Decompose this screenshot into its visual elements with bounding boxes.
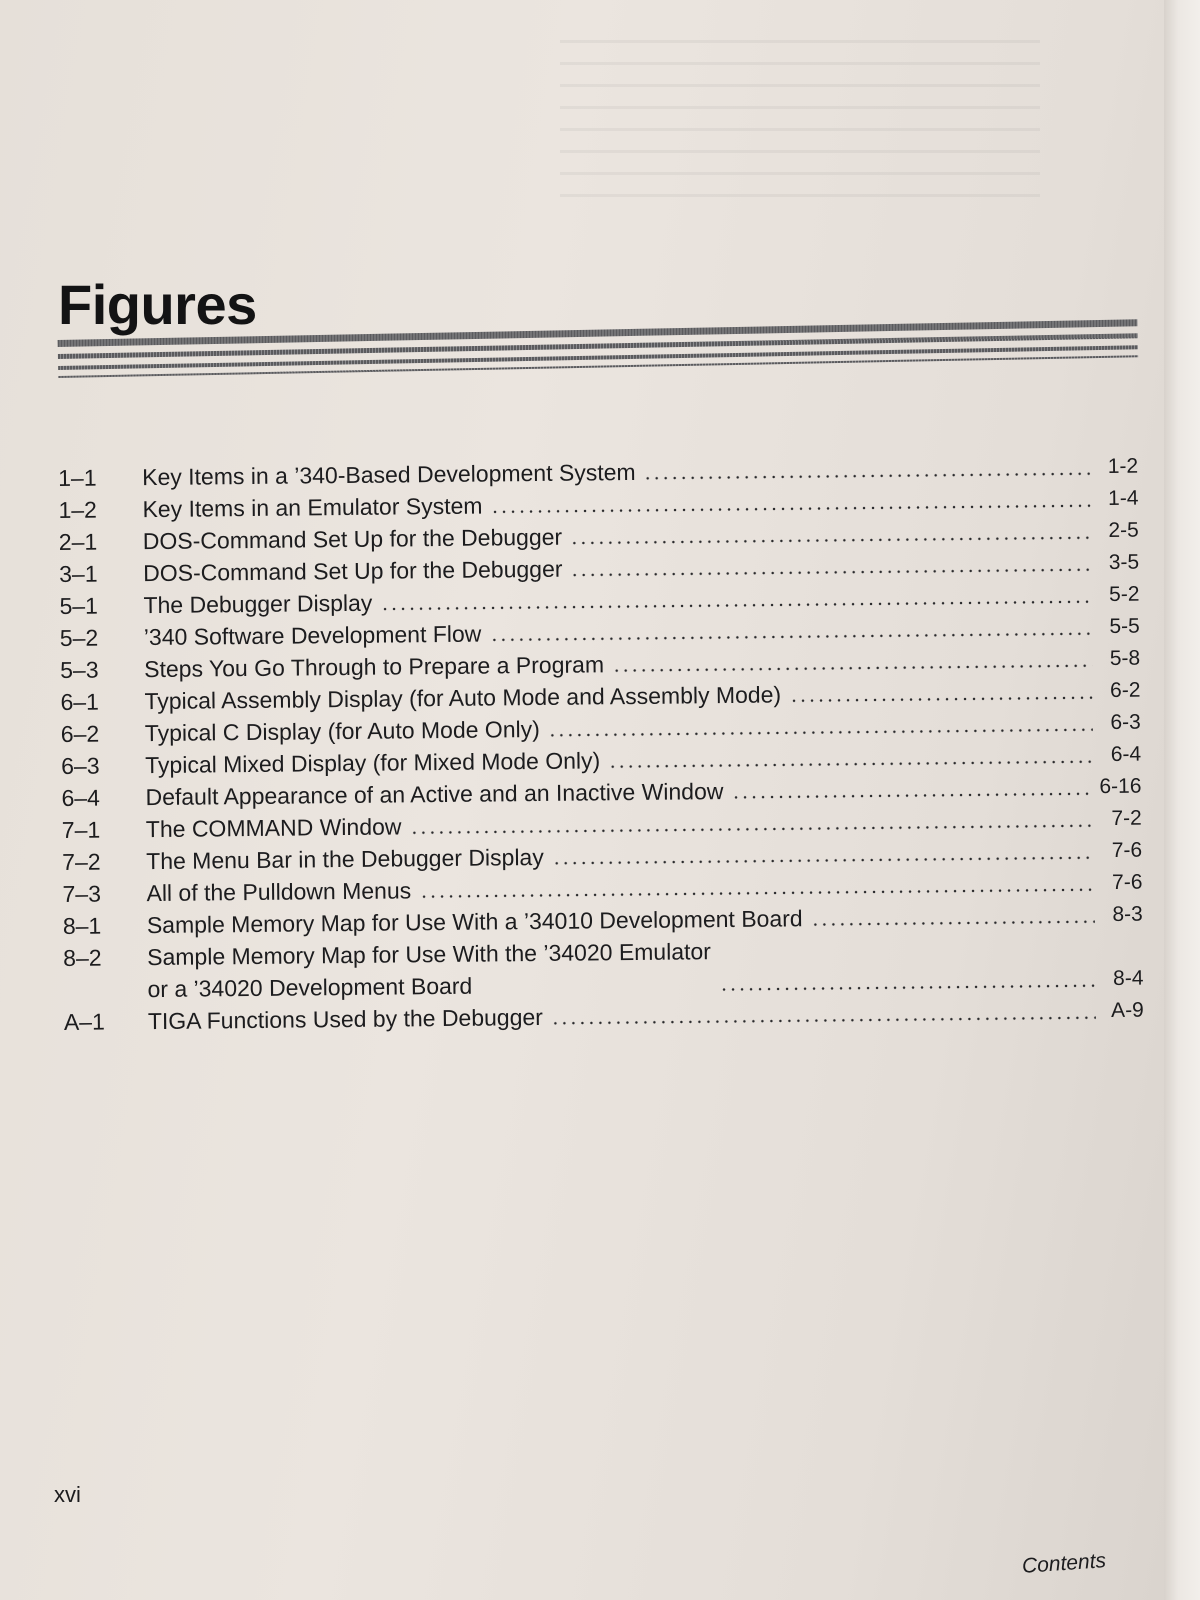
figure-title: Steps You Go Through to Prepare a Program xyxy=(144,651,605,683)
page-reference: 7-2 xyxy=(1111,806,1142,830)
figure-title: Sample Memory Map for Use With a ’34010 Development Board xyxy=(146,905,803,939)
figure-number: 6–2 xyxy=(60,720,100,747)
page-reference: 5-5 xyxy=(1109,614,1140,638)
figure-title: The Menu Bar in the Debugger Display xyxy=(146,843,544,875)
figure-number: 5–2 xyxy=(59,624,99,651)
page-reference: A-9 xyxy=(1110,998,1144,1023)
figure-title: Key Items in an Emulator System xyxy=(142,492,483,523)
page-reference: 6-16 xyxy=(1099,774,1142,799)
figure-number: 2–1 xyxy=(58,528,98,555)
figure-number: 5–3 xyxy=(60,656,99,683)
list-item xyxy=(63,931,1144,1006)
figure-number: 6–3 xyxy=(61,752,100,779)
figure-title: All of the Pulldown Menus xyxy=(146,877,412,907)
figure-title: TIGA Functions Used by the Debugger xyxy=(147,1003,544,1035)
figure-number: 3–1 xyxy=(59,560,98,587)
dot-leader xyxy=(552,856,1094,865)
dot-leader xyxy=(570,536,1091,544)
figure-number: 7–1 xyxy=(61,816,101,843)
figures-list xyxy=(58,451,1144,1038)
dot-leader xyxy=(491,504,1091,513)
dot-leader xyxy=(489,632,1091,641)
page-reference: 2-5 xyxy=(1108,518,1139,543)
dot-leader xyxy=(608,760,1093,768)
figure-title: Sample Memory Map for Use With the ’34020 Emulator xyxy=(147,938,712,971)
figure-number: 5–1 xyxy=(59,592,99,619)
figure-number: 1–1 xyxy=(58,464,97,491)
page-reference: 6-2 xyxy=(1109,678,1141,702)
figure-title-continued: or a ’34020 Development Board xyxy=(147,972,473,1003)
page-heading: Figures xyxy=(58,273,257,336)
figure-number: 6–4 xyxy=(61,784,101,811)
section-name: Contents xyxy=(1021,1549,1107,1578)
figure-number: 8–2 xyxy=(63,944,102,971)
dot-leader xyxy=(409,824,1093,834)
dot-leader xyxy=(811,920,1095,926)
page-reference: 3-5 xyxy=(1108,550,1140,575)
figure-number: A–1 xyxy=(63,1008,105,1035)
figure-title: Typical Assembly Display (for Auto Mode and Assembly Mode) xyxy=(144,681,782,715)
figure-number: 1–2 xyxy=(58,496,98,523)
page-reference: 6-4 xyxy=(1110,742,1142,766)
dot-leader xyxy=(380,600,1091,610)
page-reference: 5-8 xyxy=(1109,646,1141,670)
figure-title: DOS-Command Set Up for the Debugger xyxy=(142,523,563,555)
figure-title: ’340 Software Development Flow xyxy=(143,620,482,651)
dot-leader xyxy=(789,696,1092,702)
figure-title: The COMMAND Window xyxy=(145,813,402,843)
page-reference: 8-3 xyxy=(1112,902,1143,926)
dot-leader xyxy=(719,984,1095,991)
dot-leader xyxy=(419,888,1094,898)
figure-number: 7–2 xyxy=(62,848,101,875)
page-reference: 7-6 xyxy=(1111,870,1143,894)
bleed-through-texture xyxy=(560,40,1040,210)
figure-number: 6–1 xyxy=(60,688,100,715)
page-reference: 1-4 xyxy=(1107,486,1139,511)
dot-leader xyxy=(644,472,1091,480)
page-reference: 5-2 xyxy=(1108,582,1140,606)
figure-title: Typical Mixed Display (for Mixed Mode Only) xyxy=(145,747,601,779)
page-number: xvi xyxy=(54,1482,81,1507)
dot-leader xyxy=(731,792,1091,799)
figure-number: 7–3 xyxy=(62,880,102,907)
page-reference: 1-2 xyxy=(1107,454,1139,479)
dot-leader xyxy=(571,568,1092,576)
dot-leader xyxy=(551,1016,1096,1025)
page-reference: 6-3 xyxy=(1110,710,1141,734)
dot-leader xyxy=(548,728,1093,737)
page-reference: 8-4 xyxy=(1112,966,1144,990)
dot-leader xyxy=(612,664,1092,672)
figure-title: Typical C Display (for Auto Mode Only) xyxy=(144,715,540,747)
figure-title: DOS-Command Set Up for the Debugger xyxy=(143,555,563,587)
page-edge-shadow xyxy=(1164,0,1200,1600)
figure-title: The Debugger Display xyxy=(143,589,373,619)
figure-number: 8–1 xyxy=(62,912,102,939)
figure-title: Default Appearance of an Active and an Inactive Window xyxy=(145,778,724,811)
figure-title: Key Items in a ’340-Based Development System xyxy=(142,458,636,491)
page-reference: 7-6 xyxy=(1111,838,1143,862)
